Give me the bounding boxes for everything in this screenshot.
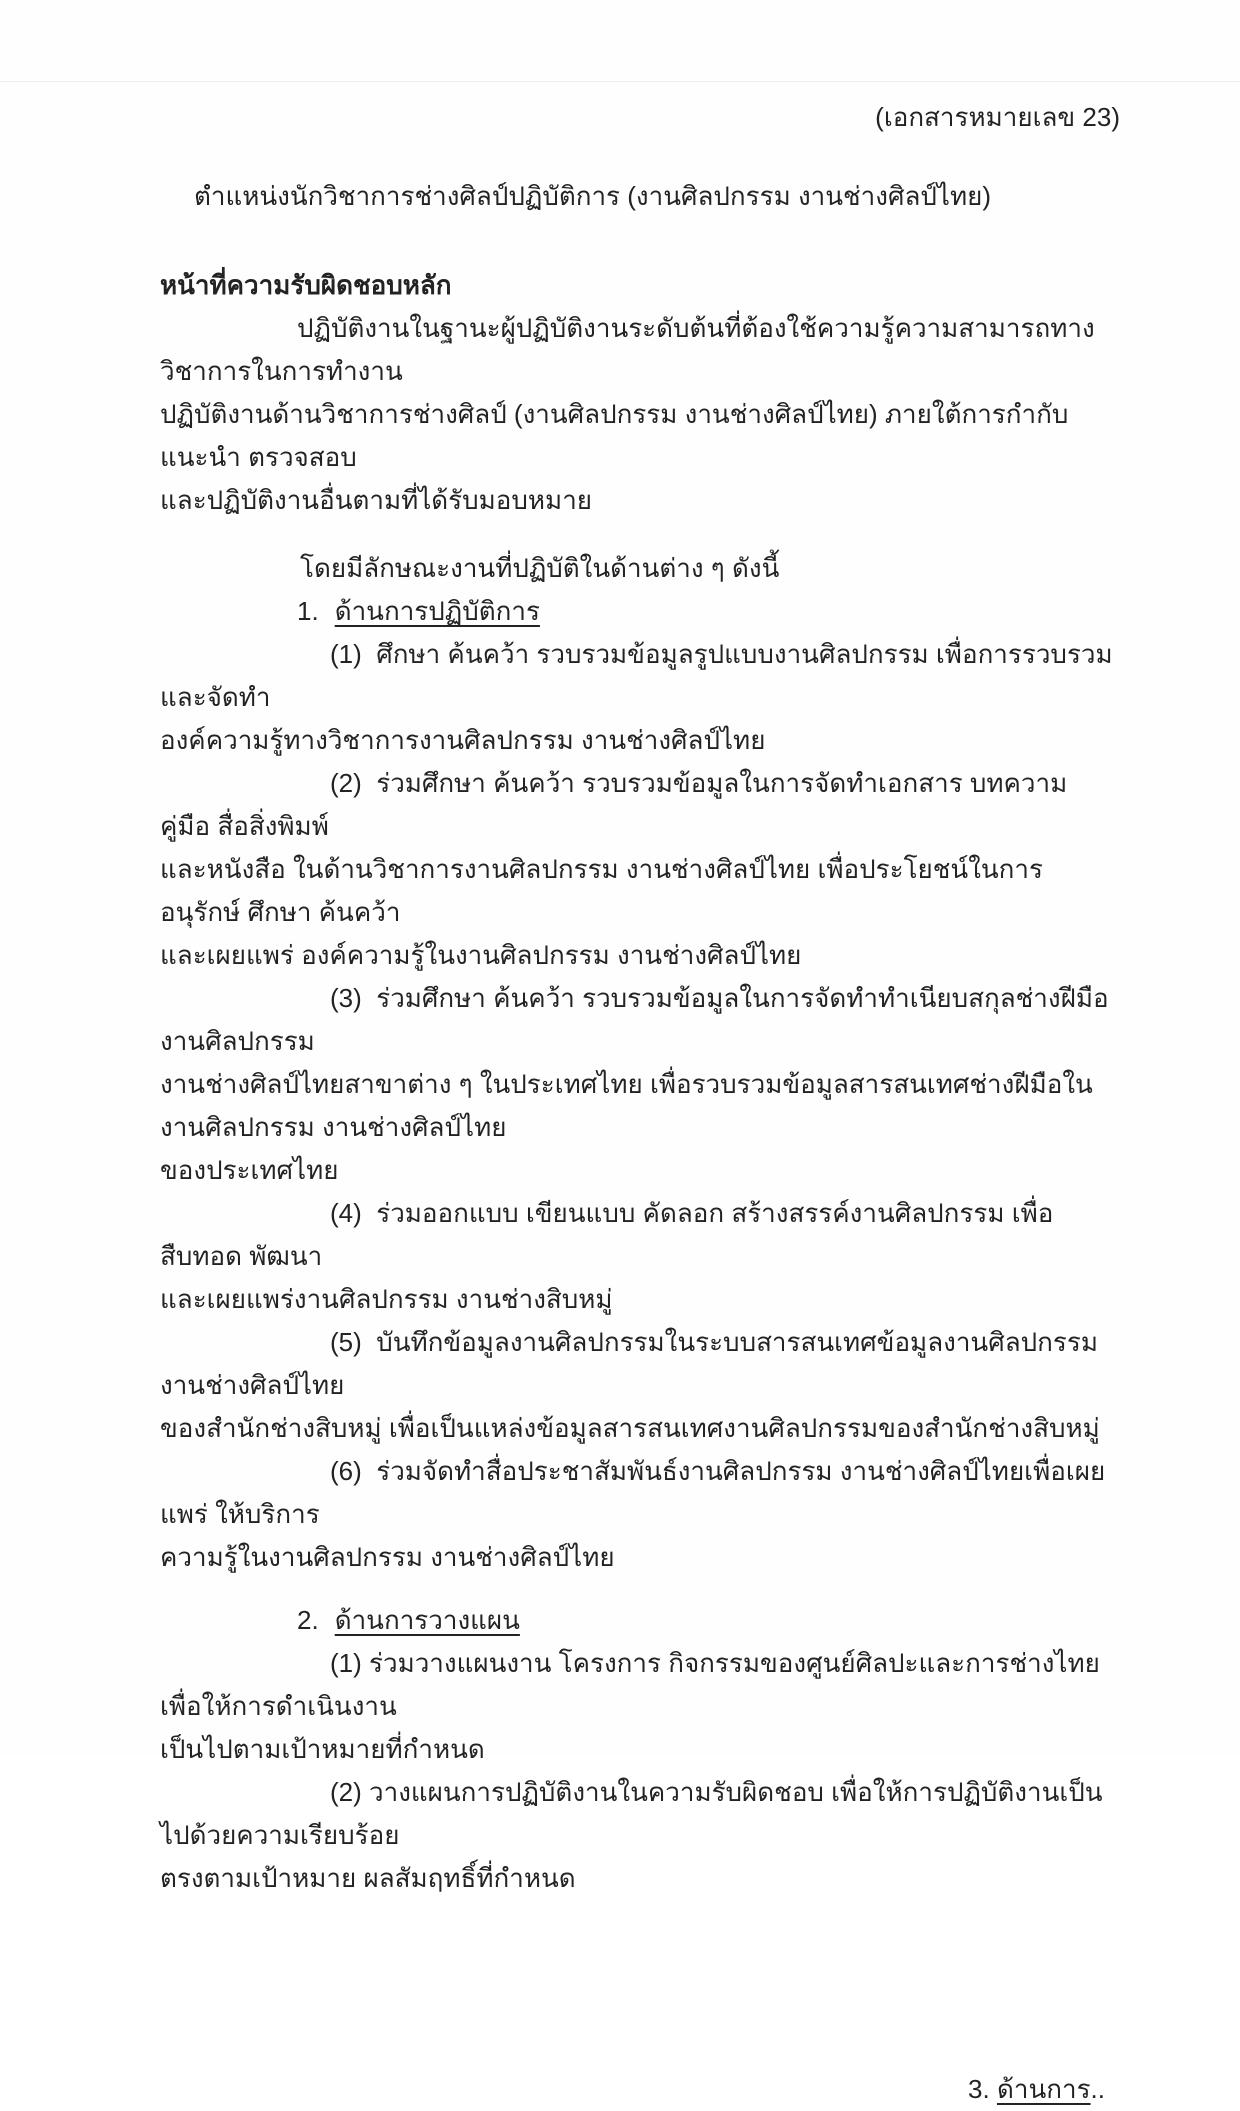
section-1-number: 1. (297, 596, 319, 626)
scan-artifact-line (0, 81, 1240, 82)
item-2-2-line-1: (2) วางแผนการปฏิบัติงานในความรับผิดชอบ เพื่อให้การปฏิบัติงานเป็นไปด้วยความเรียบร้อย (160, 1777, 1103, 1850)
item-2-1-line-2: เป็นไปตามเป้าหมายที่กำหนด (160, 1734, 485, 1764)
item-1-3-line-2: งานช่างศิลป์ไทยสาขาต่าง ๆ ในประเทศไทย เพื่อรวบรวมข้อมูลสารสนเทศช่างฝีมือในงานศิลปกรรม งานช่างศิลป์ไทย (160, 1069, 1093, 1142)
doc-number: (เอกสารหมายเลข 23) (875, 102, 1120, 132)
item-2-1-line-1: (1) ร่วมวางแผนงาน โครงการ กิจกรรมของศูนย์ศิลปะและการช่างไทย เพื่อให้การดำเนินงาน (160, 1648, 1108, 1721)
item-1-4-line-2: และเผยแพร่งานศิลปกรรม งานช่างสิบหมู่ (160, 1284, 613, 1314)
page-title: ตำแหน่งนักวิชาการช่างศิลป์ปฏิบัติการ (งานศิลปกรรม งานช่างศิลป์ไทย) (193, 181, 992, 211)
item-2-2-line-2: ตรงตามเป้าหมาย ผลสัมฤทธิ์ที่กำหนด (160, 1863, 576, 1893)
item-1-2-line-3: และเผยแพร่ องค์ความรู้ในงานศิลปกรรม งานช่างศิลป์ไทย (160, 940, 802, 970)
intro-paragraph (160, 307, 1120, 522)
section-2-heading (160, 1599, 1120, 1642)
section-2-number: 2. (297, 1605, 319, 1635)
item-1-6-line-1: (6) ร่วมจัดทำสื่อประชาสัมพันธ์งานศิลปกรรม งานช่างศิลป์ไทยเพื่อเผยแพร่ ให้บริการ (160, 1456, 1106, 1529)
continuation-label: ด้านการ (996, 2074, 1091, 2104)
section-2-body (160, 1642, 1120, 1900)
continuation-dots: .. (1090, 2074, 1105, 2104)
item-1-2-line-1: (2) ร่วมศึกษา ค้นคว้า รวบรวมข้อมูลในการจัดทำเอกสาร บทความ คู่มือ สื่อสิ่งพิมพ์ (160, 768, 1075, 841)
section-1-body (160, 633, 1120, 1579)
continuation-number: 3. (968, 2074, 997, 2104)
item-1-4-line-1: (4) ร่วมออกแบบ เขียนแบบ คัดลอก สร้างสรรค์งานศิลปกรรม เพื่อสืบทอด พัฒนา (160, 1198, 1054, 1271)
item-1-2-line-2: และหนังสือ ในด้านวิชาการงานศิลปกรรม งานช่างศิลป์ไทย เพื่อประโยชน์ในการอนุรักษ์ ศึกษา ค้นคว้า (160, 854, 1043, 927)
item-1-1-line-2: องค์ความรู้ทางวิชาการงานศิลปกรรม งานช่างศิลป์ไทย (160, 725, 766, 755)
continuation-note (160, 2068, 1120, 2111)
section-1-title: ด้านการปฏิบัติการ (334, 596, 540, 626)
section-2-title: ด้านการวางแผน (334, 1605, 520, 1635)
item-1-5-line-2: ของสำนักช่างสิบหมู่ เพื่อเป็นแหล่งข้อมูลสารสนเทศงานศิลปกรรมของสำนักช่างสิบหมู่ (160, 1413, 1100, 1443)
intro-line-2: ปฏิบัติงานด้านวิชาการช่างศิลป์ (งานศิลปกรรม งานช่างศิลป์ไทย) ภายใต้การกำกับ แนะนำ ตรวจสอบ (160, 399, 1076, 472)
main-heading: หน้าที่ความรับผิดชอบหลัก (160, 270, 452, 300)
item-1-1-line-1: (1) ศึกษา ค้นคว้า รวบรวมข้อมูลรูปแบบงานศิลปกรรม เพื่อการรวบรวมและจัดทำ (160, 639, 1113, 712)
item-1-3-line-1: (3) ร่วมศึกษา ค้นคว้า รวบรวมข้อมูลในการจัดทำทำเนียบสกุลช่างฝีมืองานศิลปกรรม (160, 983, 1109, 1056)
lead-line: โดยมีลักษณะงานที่ปฏิบัติในด้านต่าง ๆ ดังนี้ (300, 553, 780, 583)
intro-line-3: และปฏิบัติงานอื่นตามที่ได้รับมอบหมาย (160, 485, 593, 515)
item-1-5-line-1: (5) บันทึกข้อมูลงานศิลปกรรมในระบบสารสนเทศข้อมูลงานศิลปกรรม งานช่างศิลป์ไทย (160, 1327, 1106, 1400)
item-1-3-line-3: ของประเทศไทย (160, 1155, 339, 1185)
intro-line-1: ปฏิบัติงานในฐานะผู้ปฏิบัติงานระดับต้นที่ต้องใช้ความรู้ความสามารถทางวิชาการในการทำงาน (160, 313, 1095, 386)
item-1-6-line-2: ความรู้ในงานศิลปกรรม งานช่างศิลป์ไทย (160, 1542, 615, 1572)
section-1-heading (160, 590, 1120, 633)
